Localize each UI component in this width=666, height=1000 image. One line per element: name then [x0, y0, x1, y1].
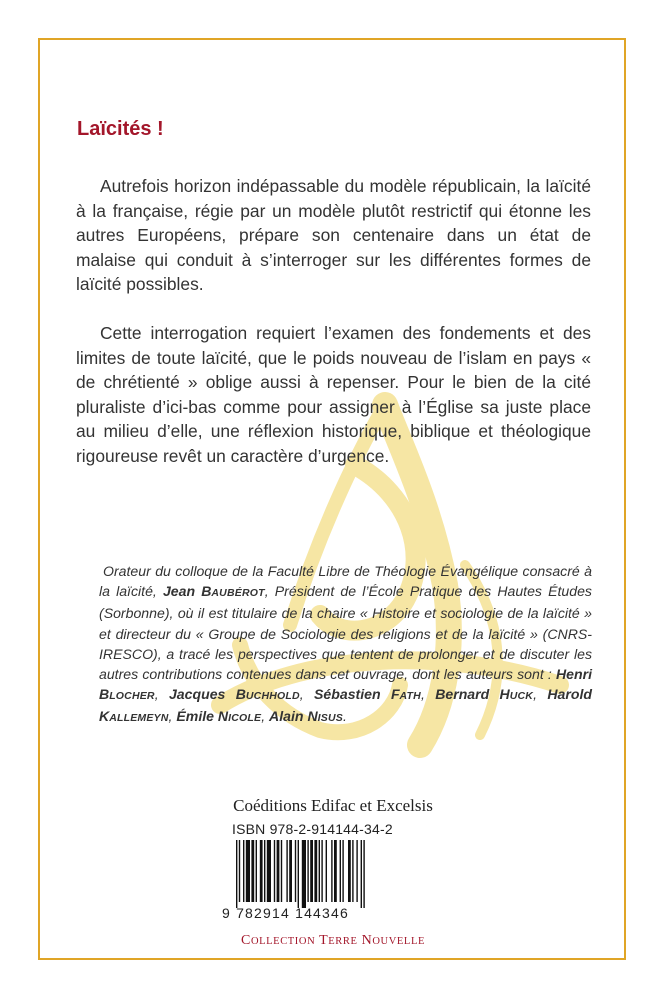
publisher-line: Coéditions Edifac et Excelsis [233, 796, 433, 815]
contributor-name: Jacques BUCHHOLD [168, 686, 300, 703]
bio-text-1: Orateur du colloque de la Faculté Libre de Théologie Évangélique consacré à la laïcité, [99, 563, 592, 600]
contributor-name: Harold KALLEMEYN [99, 686, 592, 725]
book-title: Laïcités ! [77, 118, 164, 140]
barcode-bar [260, 840, 263, 902]
barcode-bar [267, 840, 271, 902]
barcode-bar [331, 840, 332, 902]
barcode-bar [286, 840, 287, 902]
contributor-name: Sébastien FATH [314, 686, 421, 703]
barcode-bar [363, 840, 364, 908]
barcode-bar [356, 840, 357, 902]
barcode-bar [310, 840, 313, 902]
contributor-name: Alain NISUS [269, 708, 343, 725]
author-jean-bauberot: Jean BAUBÉROT [162, 583, 265, 600]
barcode-bar [334, 840, 337, 902]
barcode-bar [281, 840, 282, 902]
contributor-name: Bernard HUCK [435, 686, 534, 703]
barcode-bar [256, 840, 257, 902]
barcode-bar [246, 840, 250, 902]
bio-text-2: , Président de l’École Pratique des Hautes Études (Sorbonne), où il est titulaire de la chaire « Histoire et sociologie de la laïcité » et directeur du « Groupe de Sociologie des religions et de la laïcité » (CNRS-IRESCO), a tracé les perspectives que tentent de prolonger et de discuter les autres contributions contenues dans cet ouvrage, dont les auteurs sont : [99, 583, 592, 683]
isbn-number: ISBN 978-2-914144-34-2 [232, 821, 393, 837]
barcode-bar [361, 840, 362, 908]
barcode [234, 840, 427, 908]
barcode-bar [319, 840, 320, 902]
barcode-bar [236, 840, 237, 908]
description-paragraph-1: Autrefois horizon indépassable du modèle républicain, la laïcité à la française, régie par un modèle plutôt restrictif qui étonne les autres Européens, prépare son centenaire dans un état de malaise qui conduit à s’interroger sur les différentes formes de laïcité possibles. [76, 176, 591, 295]
barcode-bar [342, 840, 343, 902]
author-bio: Orateur du colloque de la Faculté Libre de Théologie Évangélique consacré à la laïcité, Jean BAUBÉROT, Président de l’École Pratique des Hautes Études (Sorbonne), où il est titulaire de la chaire « Histoire et sociologie de la laïcité » et directeur du « Groupe de Sociologie des religions et de la laïcité » (CNRS-IRESCO), a tracé les perspectives que tentent de prolonger et de discuter les autres contributions contenues dans cet ouvrage, dont les auteurs sont : Henri BLOCHER, Jacques BUCHHOLD, Sébastien FATH, Bernard HUCK, Harold KALLEMEYN, Émile NICOLE, Alain NISUS. [99, 563, 592, 725]
barcode-digits: 9 782914 144346 [222, 905, 349, 921]
barcode-bar [352, 840, 353, 902]
barcode-bar [251, 840, 254, 902]
barcode-bar [326, 840, 327, 902]
barcode-bar [340, 840, 341, 902]
barcode-bar [264, 840, 265, 902]
barcode-bar [277, 840, 280, 902]
barcode-bar [243, 840, 244, 902]
barcode-bar [289, 840, 292, 902]
collection-name: COLLECTION TERRE NOUVELLE [241, 933, 425, 948]
description-paragraph-2: Cette interrogation requiert l’examen des fondements et des limites de toute laïcité, que le poids nouveau de l’islam en pays « de chrétienté » oblige aussi à repenser. Pour le bien de la cité pluraliste d’ici-bas comme pour assigner à l’Église sa juste place au milieu d’elle, une réflexion historique, biblique et théologique rigoureuse revêt un caractère d’urgence. [76, 323, 591, 466]
barcode-bar [314, 840, 317, 902]
barcode-bar [239, 840, 240, 902]
barcode-bar [298, 840, 299, 908]
barcode-bar [307, 840, 308, 902]
barcode-bar [321, 840, 322, 902]
barcode-bar [348, 840, 351, 902]
barcode-bar [274, 840, 275, 902]
barcode-bar [295, 840, 296, 902]
contributor-name: Henri BLOCHER [99, 666, 592, 703]
contributor-name: Émile NICOLE [176, 708, 262, 725]
barcode-bar [302, 840, 306, 908]
